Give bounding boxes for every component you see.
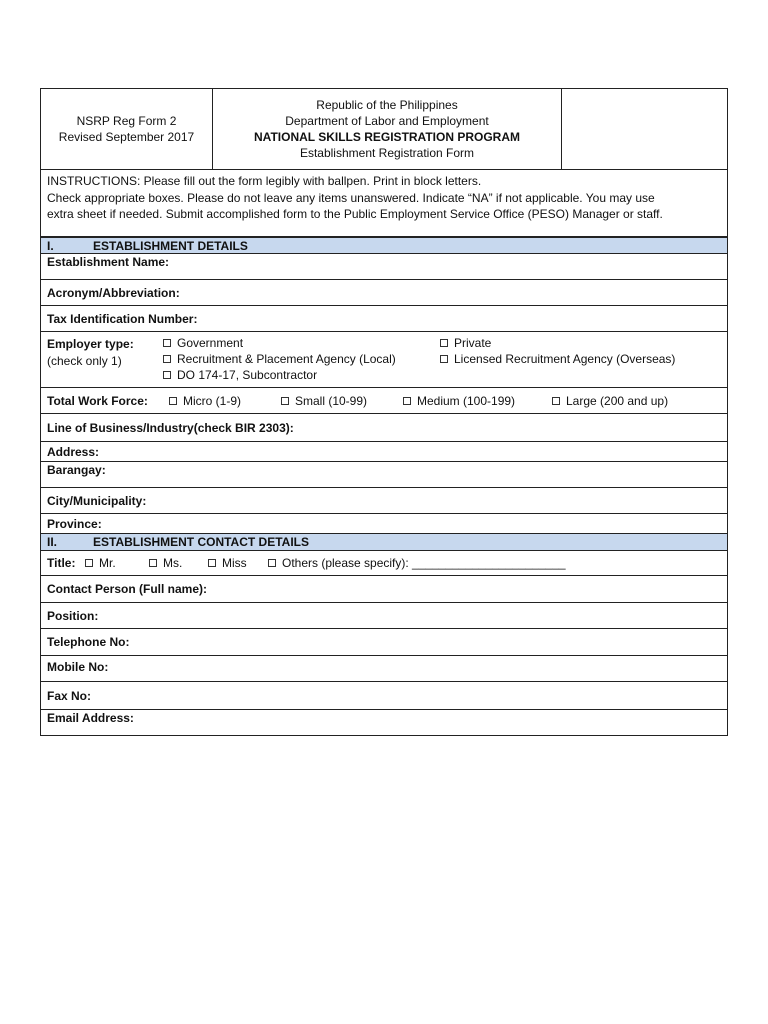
employer-type-note: (check only 1) [47,353,122,368]
title-mr[interactable] [85,551,116,575]
barangay-field[interactable] [40,462,728,488]
telephone-field[interactable] [40,629,728,656]
program-title: NATIONAL SKILLS REGISTRATION PROGRAM [254,130,520,144]
section-2-header [40,534,728,551]
checkbox-icon[interactable] [163,355,171,363]
section-1-title: ESTABLISHMENT DETAILS [93,238,248,253]
instructions-line-3: extra sheet if needed. Submit accomplished form to the Public Employment Service Office (PESO) Manager or staff. [47,207,663,221]
form-title: Establishment Registration Form [299,146,475,160]
checkbox-icon[interactable] [281,397,289,405]
checkbox-icon[interactable] [440,339,448,347]
city-field[interactable] [40,488,728,514]
workforce-label: Total Work Force: [47,393,148,408]
checkbox-icon[interactable] [440,355,448,363]
workforce-medium[interactable] [403,388,515,413]
section-1-number: I. [47,238,54,253]
address-label: Address: [47,444,100,459]
registration-form [40,88,728,736]
blank-header-cell [562,89,727,169]
employer-type-label: Employer type: [47,337,134,351]
contact-person-label: Contact Person (Full name): [47,582,208,596]
fax-field[interactable] [40,682,728,710]
title-others-label: Others (please specify): _______________________ [282,556,566,570]
position-label: Position: [47,608,99,623]
line-of-business-note: (check BIR 2303): [193,420,294,435]
title-row [40,551,728,576]
department-text: Department of Labor and Employment [285,114,489,128]
checkbox-icon[interactable] [85,559,93,567]
employer-type-labels [47,336,134,369]
title-ms-label: Ms. [163,556,183,570]
barangay-label: Barangay: [47,463,106,477]
option-private[interactable] [440,336,491,350]
title-miss[interactable] [208,551,247,575]
checkbox-icon[interactable] [552,397,560,405]
workforce-micro[interactable] [169,388,241,413]
title-miss-label: Miss [222,556,247,570]
workforce-large[interactable] [552,388,668,413]
contact-person-field[interactable] [40,576,728,603]
checkbox-icon[interactable] [163,339,171,347]
workforce-medium-label: Medium (100-199) [417,393,516,408]
checkbox-icon[interactable] [403,397,411,405]
checkbox-icon[interactable] [149,559,157,567]
checkbox-icon[interactable] [268,559,276,567]
option-licensed-overseas[interactable] [440,352,675,366]
instructions-line-1: INSTRUCTIONS: Please fill out the form legibly with ballpen. Print in block letters. [47,174,482,188]
email-label: Email Address: [47,711,134,725]
option-do174[interactable] [163,368,317,382]
republic-text: Republic of the Philippines [316,98,458,112]
workforce-small[interactable] [281,388,367,413]
form-header [40,88,728,170]
tin-label: Tax Identification Number: [47,311,198,326]
establishment-name-field[interactable] [40,254,728,280]
section-2-number: II. [47,535,58,549]
checkbox-icon[interactable] [208,559,216,567]
agency-cell [213,89,562,169]
line-of-business-field[interactable] [40,414,728,442]
instructions-line-2: Check appropriate boxes. Please do not leave any items unanswered. Indicate “NA” if not applicable. You may use [47,190,655,205]
title-mr-label: Mr. [99,556,116,570]
title-label: Title: [47,556,76,570]
establishment-name-label: Establishment Name: [47,255,170,269]
checkbox-icon[interactable] [169,397,177,405]
section-2-title: ESTABLISHMENT CONTACT DETAILS [93,535,309,549]
option-recruitment-local-label: Recruitment & Placement Agency (Local) [177,352,396,366]
option-do174-label: DO 174-17, Subcontractor [177,368,318,382]
mobile-field[interactable] [40,656,728,682]
form-number: NSRP Reg Form 2 [76,114,177,128]
option-government[interactable] [163,336,243,350]
line-of-business-label: Line of Business/Industry [47,420,194,435]
workforce-large-label: Large (200 and up) [566,393,669,408]
province-field[interactable] [40,514,728,534]
mobile-label: Mobile No: [47,660,109,674]
workforce-row [40,388,728,414]
option-recruitment-local[interactable] [163,352,396,366]
workforce-small-label: Small (10-99) [295,393,368,408]
acronym-field[interactable] [40,280,728,306]
employer-type-row [40,332,728,388]
email-field[interactable] [40,710,728,736]
telephone-label: Telephone No: [47,635,130,649]
acronym-label: Acronym/Abbreviation: [47,285,180,300]
title-ms[interactable] [149,551,182,575]
province-label: Province: [47,516,102,531]
checkbox-icon[interactable] [163,371,171,379]
option-private-label: Private [454,336,492,350]
fax-label: Fax No: [47,688,92,703]
instructions-box [40,170,728,237]
tin-field[interactable] [40,306,728,332]
form-number-cell [41,89,213,169]
section-1-header [40,237,728,254]
city-label: City/Municipality: [47,493,147,508]
option-licensed-overseas-label: Licensed Recruitment Agency (Overseas) [454,352,676,366]
title-others[interactable] [268,551,566,575]
revision-date: Revised September 2017 [58,130,195,144]
position-field[interactable] [40,603,728,629]
address-field[interactable] [40,442,728,462]
workforce-micro-label: Micro (1-9) [183,393,242,408]
option-government-label: Government [177,336,244,350]
